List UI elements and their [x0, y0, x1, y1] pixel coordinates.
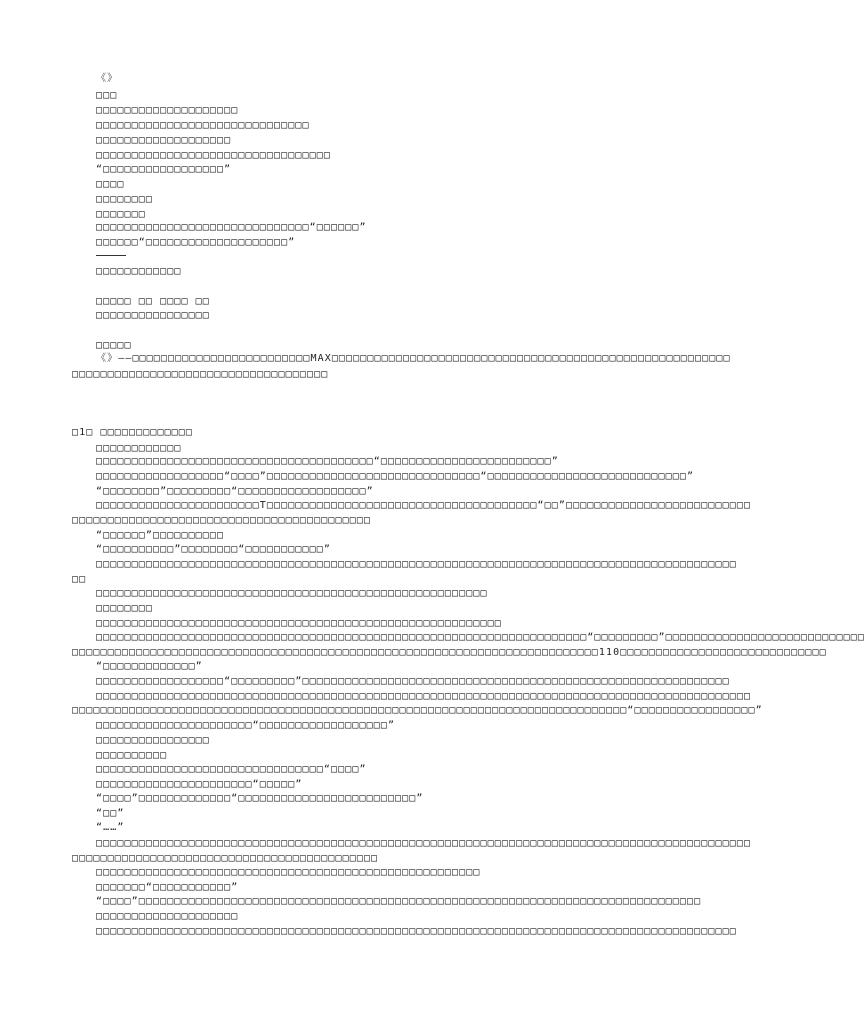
doc-line: □□□□□ [96, 340, 132, 351]
doc-line: □□□□□□□□□□□□□□□□□□□□□□□□□□□□□□□□□□□□□□□□□□□□□□□□□□□□□□□ [96, 588, 488, 599]
doc-line: □□□□□□□□□□ [96, 750, 168, 761]
doc-line: □□□□□□□□□□□□□□□□□□□□□□□□□□□□□□□□□□□□□□□□□□□□□□□□□□□□□□□□□□□□□□□□□□□□□□□□□□□□□□□□□□□□□□□□□□ [96, 926, 737, 937]
chapter-heading: □1□ □□□□□□□□□□□□□ [72, 427, 194, 438]
doc-line: □□□□□□□□□□□□□□□□□□□□□□□□□□□□□□□□□□□□□□□“□□□□□□□□□□□□□□□□□□□□□□□□” [96, 456, 559, 467]
doc-line: □□□□□□□□□□□□□□□□□□□□□□□□□□□□□□“□□□□□□” [96, 222, 367, 233]
doc-line: □□□□□□□□□□□□□□□□□□□□□□□□□□□□□□□□□□□□□□□□□□□□□□□□□□□□□□□□□□□□□□□□□□□□□□□□□□110□□□□□□□□□□□□□□□□□□□□□□□□□□□□□ [72, 647, 827, 658]
doc-line: □□□□□□□□□□□□□□□□□□□□□□□□□□□□□□□□□□□□□□□□□□□ [72, 853, 379, 864]
doc-line: 《》 [96, 73, 119, 84]
doc-line: “□□” [96, 808, 125, 819]
doc-line: □□□□□□□□□□□□□□□□□□“□□□□”□□□□□□□□□□□□□□□□□□□□□□□□□□□□□□“□□□□□□□□□□□□□□□□□□□□□□□□□□□□” [96, 471, 695, 482]
doc-line: □□□□□□□□□□□□□□□□□□□□□□□T□□□□□□□□□□□□□□□□□□□□□□□□□□□□□□□□□□□□□□“□□”□□□□□□□□□□□□□□□□□□□□□□□□□□ [96, 500, 752, 511]
doc-line: “□□□□□□”□□□□□□□□□□ [96, 530, 225, 541]
doc-line: □□□□□□□□□□□□□□□□□□□□□□□□□□□□□□□□□□□□□□□□□□ [72, 515, 372, 526]
doc-line: □□□□□□□□□□□□□□□□□□□□□□□□□□□□□□□□□□□□□□□□□□□□□□□□□□□□□□□□□ [96, 618, 502, 629]
doc-line: □□□□□□□□□□□□□□□□□□□□□□□□□□□□□□□□□ [96, 150, 331, 161]
doc-line: □□□□□□□□□□□□□□□□□□□□□□□□□□□□□□□□□□□□□□□□□□□□□□□□□□□□□□□□□□□□□□□□□□□□□□□□□□□□□□□□□□□□□□□□□□□□ [96, 838, 752, 849]
doc-line: □□□□□□□□□□□□□□□□□□□□□□□□□□□□□□□□□□□□ [72, 369, 329, 380]
doc-line: □□□□ [96, 179, 125, 190]
doc-line: “□□□□”□□□□□□□□□□□□□□□□□□□□□□□□□□□□□□□□□□□□□□□□□□□□□□□□□□□□□□□□□□□□□□□□□□□□□□□□□□□□□□□ [96, 896, 702, 907]
doc-line: □□□□□□□□□□□□□□□□□□□□□□□□□□□□□□□□□□□□□□□□□□□□□□□□□□□□□□□□□□□□□□□□□□□□□□□□□□□□□□“□□□□□□□□□□□□□□□□□” [72, 705, 763, 716]
doc-line: □□□□□□□“□□□□□□□□□□□” [96, 882, 239, 893]
doc-line: □□□ [96, 90, 118, 101]
doc-line: □□□□□□□□□□□□□□□□□□□□□□□□□□□□□□□□“□□□□” [96, 764, 367, 775]
doc-line: □□ [72, 574, 87, 585]
doc-line: □□□□□□□□□□□□□□□□□□□□ [96, 911, 239, 922]
doc-line: □□□□□□□□□□□□□□□□□□□□□□□□□□□□□□□□□□□□□□□□□□□□□□□□□□□□□□□□□□□□□□□□□□□□□“□□□□□□□□□”□□□□□□□□□□□□□□□□□□□□□□□□□□□□ [96, 632, 865, 643]
doc-line: “□□□□□□□□□□□□□□□□□” [96, 164, 232, 175]
doc-line: □□□□□□□□□□□□□□□□□□□□□□□□□□□□□□□□□□□□□□□□□□□□□□□□□□□□□□□□□□□□□□□□□□□□□□□□□□□□□□□□□□□□□□□□□□□□ [96, 691, 752, 702]
doc-line: □□□□□□□□□□□□□□□□ [96, 310, 210, 321]
doc-line: □□□□□□□□□□□□□□□□□□□□ [96, 105, 239, 116]
doc-line: □□□□□□□□□□□□□□□□□□□□□□□□□□□□□□□□□□□□□□□□□□□□□□□□□□□□□□□□□□□□□□□□□□□□□□□□□□□□□□□□□□□□□□□□□□ [96, 559, 737, 570]
doc-line: □□□□□□□□□□□□□□□□□□□□□□□□□□□□□□ [96, 120, 310, 131]
doc-line: “……” [96, 822, 125, 833]
doc-line: □□□□□□□□□□□□□□□□□□□□□□“□□□□□” [96, 779, 303, 790]
doc-line: “□□□□□□□□□□”□□□□□□□□“□□□□□□□□□□□” [96, 544, 331, 555]
doc-line: “□□□□”□□□□□□□□□□□□□“□□□□□□□□□□□□□□□□□□□□□□□□□” [96, 793, 424, 804]
doc-line: □□□□□□□ [96, 209, 146, 220]
doc-line: □□□□□□□□ [96, 194, 153, 205]
doc-line: □□□□□□□□□□□□ [96, 266, 182, 277]
doc-line: □□□□□□□□□□□□□□□□□□“□□□□□□□□□”□□□□□□□□□□□□□□□□□□□□□□□□□□□□□□□□□□□□□□□□□□□□□□□□□□□□□□□□□□□□ [96, 676, 730, 687]
doc-line: □□□□□ □□ □□□□ □□ [96, 296, 210, 307]
doc-line: □□□□□□□□□□□□□□□□□□□□□□□□□□□□□□□□□□□□□□□□□□□□□□□□□□□□□□ [96, 867, 481, 878]
doc-line: □□□□□□□□□□□□□□□□ [96, 735, 210, 746]
doc-line: “□□□□□□□□”□□□□□□□□□“□□□□□□□□□□□□□□□□□□” [96, 486, 374, 497]
doc-line: □□□□□□□□□□□□ [96, 443, 182, 454]
doc-line: □□□□□□“□□□□□□□□□□□□□□□□□□□□” [96, 237, 296, 248]
doc-line: 《》——□□□□□□□□□□□□□□□□□□□□□□□□□MAX□□□□□□□□□□□□□□□□□□□□□□□□□□□□□□□□□□□□□□□□□□□□□□□□□□□□□□□□ [96, 353, 731, 364]
doc-line: □□□□□□□□ [96, 603, 153, 614]
section-divider [96, 255, 126, 256]
doc-line: “□□□□□□□□□□□□□” [96, 661, 203, 672]
doc-line: □□□□□□□□□□□□□□□□□□□□□□“□□□□□□□□□□□□□□□□□□” [96, 720, 396, 731]
doc-line: □□□□□□□□□□□□□□□□□□□ [96, 135, 232, 146]
